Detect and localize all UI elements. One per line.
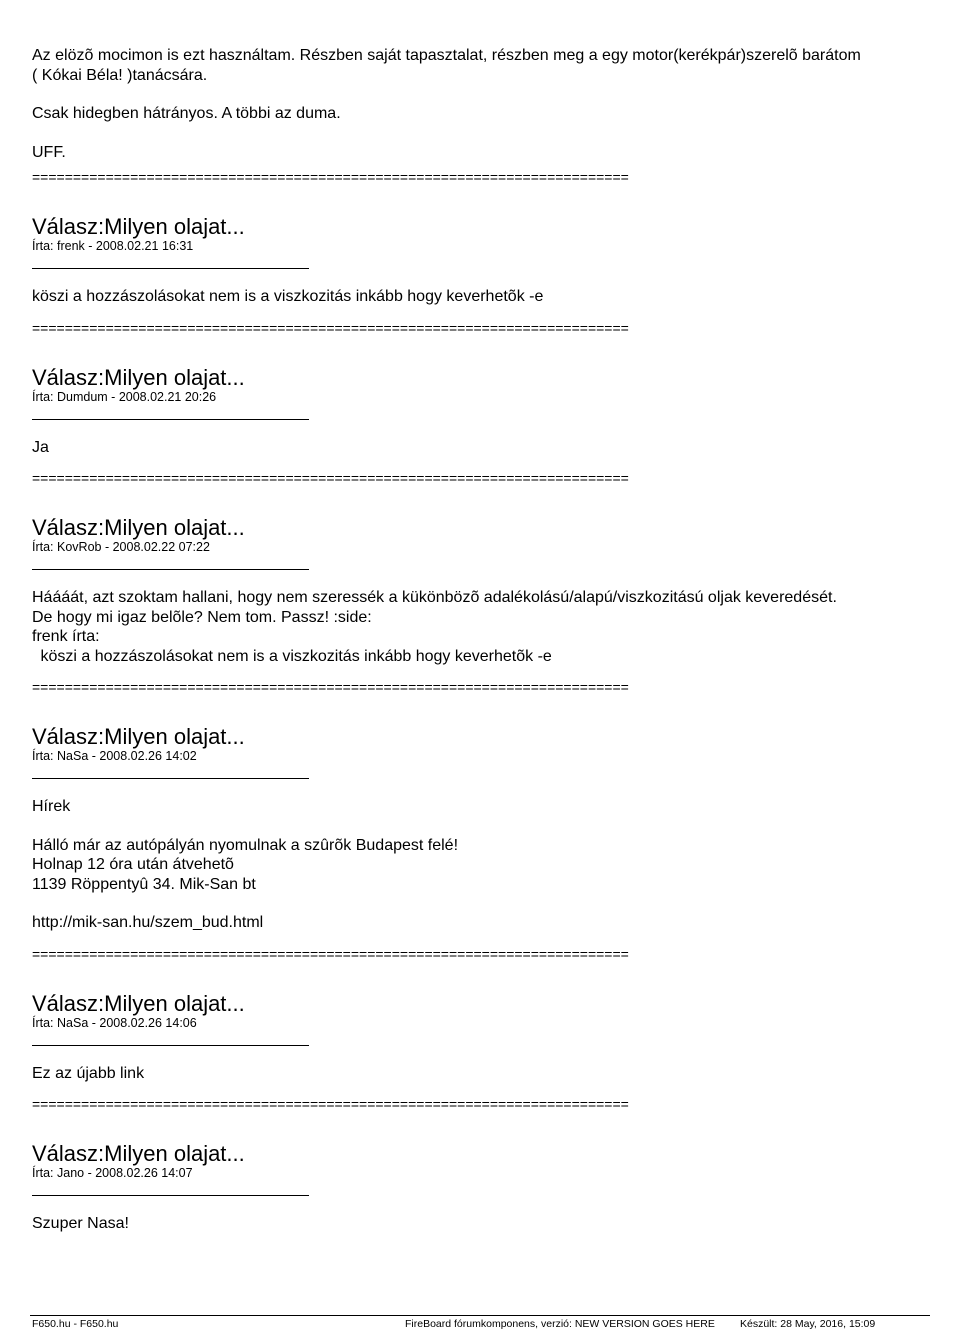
post-title: Válasz:Milyen olajat... xyxy=(32,724,245,749)
post-body-line: Holnap 12 óra után átvehetõ xyxy=(32,856,234,873)
intro-line: UFF. xyxy=(32,143,66,161)
post-link-text: http://mik-san.hu/szem_bud.html xyxy=(32,914,264,931)
post-rule xyxy=(32,268,309,269)
post-title: Válasz:Milyen olajat... xyxy=(32,990,245,1016)
post xyxy=(32,1142,932,1234)
intro-line: Csak hidegben hátrányos. A többi az duma. xyxy=(32,105,341,122)
post-body-line: Szuper Nasa! xyxy=(32,1215,129,1232)
footer-rule xyxy=(30,1315,930,1316)
post-body-line: Háááát, azt szoktam hallani, hogy nem szeressék a kükönbözõ adalékolású/alapú/viszkozitású oljak keveredését. xyxy=(32,589,837,606)
post-body-line: 1139 Röppentyû 34. Mik-San bt xyxy=(32,875,256,893)
forum-export-page xyxy=(32,46,932,1234)
post-body-line: Hírek xyxy=(32,798,71,815)
post-rule xyxy=(32,569,309,570)
post-separator: ========================================================================= xyxy=(32,320,629,336)
post-separator: ========================================================================= xyxy=(32,946,629,962)
quote-text-line: köszi a hozzászolásokat nem is a viszkozitás inkább hogy keverhetõk -e xyxy=(36,647,552,665)
post-rule xyxy=(32,778,309,779)
post-separator: ========================================================================= xyxy=(32,680,629,695)
post-title: Válasz:Milyen olajat... xyxy=(32,515,245,540)
post-meta: Írta: NaSa - 2008.02.26 14:02 xyxy=(32,749,197,763)
post-body-line: Ja xyxy=(32,438,49,456)
post-meta: Írta: Jano - 2008.02.26 14:07 xyxy=(32,1166,193,1180)
post xyxy=(32,992,932,1084)
intro-post-body xyxy=(32,46,932,162)
post-meta: Írta: frenk - 2008.02.21 16:31 xyxy=(32,239,194,253)
post-separator: ========================================================================= xyxy=(32,1097,629,1112)
post-title: Válasz:Milyen olajat... xyxy=(32,1141,245,1166)
post xyxy=(32,215,932,307)
post-rule xyxy=(32,1195,309,1196)
post-body-line: Hálló már az autópályán nyomulnak a szûrõk Budapest felé! xyxy=(32,836,459,854)
post-body-line: Ez az újabb link xyxy=(32,1064,145,1082)
post-separator: ========================================================================= xyxy=(32,170,629,185)
post xyxy=(32,366,932,458)
footer-generator: FireBoard fórumkomponens, verzió: NEW VERSION GOES HERE xyxy=(405,1318,715,1330)
post xyxy=(32,725,932,933)
post-separator: ========================================================================= xyxy=(32,471,629,486)
intro-line: Az elözõ mocimon is ezt használtam. Részben saját tapasztalat, részben meg a egy motor(kerékpár)szerelõ barátom xyxy=(32,47,861,64)
post xyxy=(32,516,932,666)
post-meta: Írta: Dumdum - 2008.02.21 20:26 xyxy=(32,389,217,404)
post-meta: Írta: KovRob - 2008.02.22 07:22 xyxy=(32,540,210,554)
post-body-line: köszi a hozzászolásokat nem is a viszkozitás inkább hogy keverhetõk -e xyxy=(32,288,544,305)
quote-author-line: frenk írta: xyxy=(32,628,100,645)
post-meta: Írta: NaSa - 2008.02.26 14:06 xyxy=(32,1015,197,1030)
post-title: Válasz:Milyen olajat... xyxy=(32,364,245,390)
footer-timestamp: Készült: 28 May, 2016, 15:09 xyxy=(740,1318,876,1330)
footer-site: F650.hu - F650.hu xyxy=(32,1318,119,1330)
post-rule xyxy=(32,1045,309,1046)
post-rule xyxy=(32,419,309,420)
post-title: Válasz:Milyen olajat... xyxy=(32,214,245,239)
post-body-line: De hogy mi igaz belõle? Nem tom. Passz! :side: xyxy=(32,608,372,626)
intro-line: ( Kókai Béla! )tanácsára. xyxy=(32,66,208,84)
